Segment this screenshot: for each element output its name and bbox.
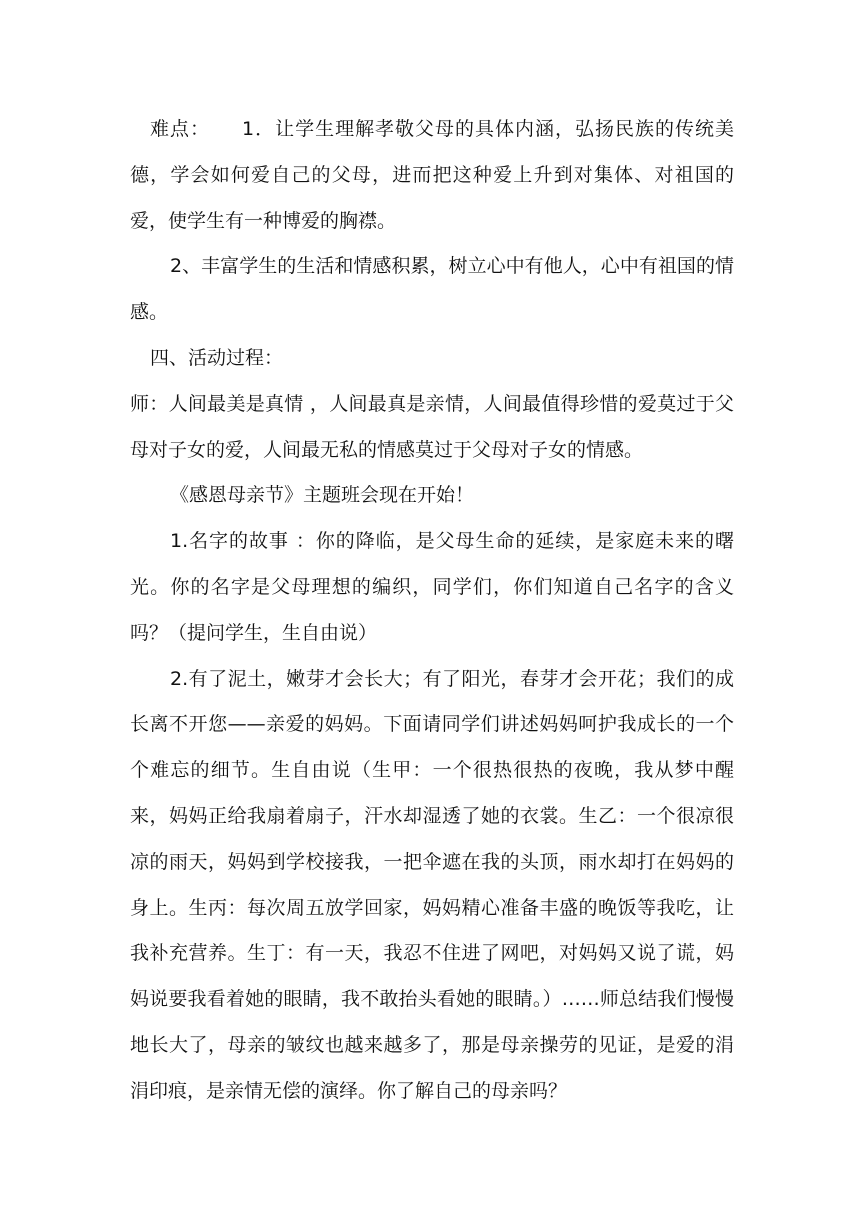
step-1-paragraph: 1.名字的故事 ：你的降临，是父母生命的延续，是家庭未来的曙光。你的名字是父母理想的编织，同学们，你们知道自己名字的含义吗？（提问学生，生自由说） [130,530,734,644]
opening-line: 《感恩母亲节》主题班会现在开始！ [170,484,475,507]
difficulty-label: 难点： [150,118,210,140]
section-heading: 四、活动过程： [150,346,284,369]
document-body [130,107,734,1115]
step-2-paragraph: 2.有了泥土，嫩芽才会长大；有了阳光，春芽才会开花；我们的成长离不开您——亲爱的妈妈。下面请同学们讲述妈妈呵护我成长的一个个难忘的细节。生自由说（生甲：一个很热很热的夜晚，我从梦中醒来，妈妈正给我扇着扇子，汗水却湿透了她的衣裳。生乙：一个很凉很凉的雨天，妈妈到学校接我，一把伞遮在我的头顶，雨水却打在妈妈的身上。生丙：每次周五放学回家，妈妈精心准备丰盛的晚饭等我吃，让我补充营养。生丁：有一天，我忍不住进了网吧，对妈妈又说了谎，妈妈说要我看着她的眼睛，我不敢抬头看她的眼睛。）……师总结我们慢慢地长大了，母亲的皱纹也越来越多了，那是母亲操劳的见证，是爱的涓涓印痕，是亲情无偿的演绎。你了解自己的母亲吗？ [130,667,734,1102]
difficulty-item-1: 1．让学生理解孝敬父母的具体内涵，弘扬民族的传统美德，学会如何爱自己的父母，进而把这种爱上升到对集体、对祖国的爱，使学生有一种博爱的胸襟。 [130,118,734,232]
difficulty-item-2: 2、丰富学生的生活和情感积累，树立心中有他人，心中有祖国的情感。 [130,255,734,324]
difficulty-paragraph [130,107,734,244]
teacher-intro-paragraph: 师：人间最美是真情 ，人间最真是亲情，人间最值得珍惜的爱莫过于父母对子女的爱，人间最无私的情感莫过于父母对子女的情感。 [130,392,734,461]
